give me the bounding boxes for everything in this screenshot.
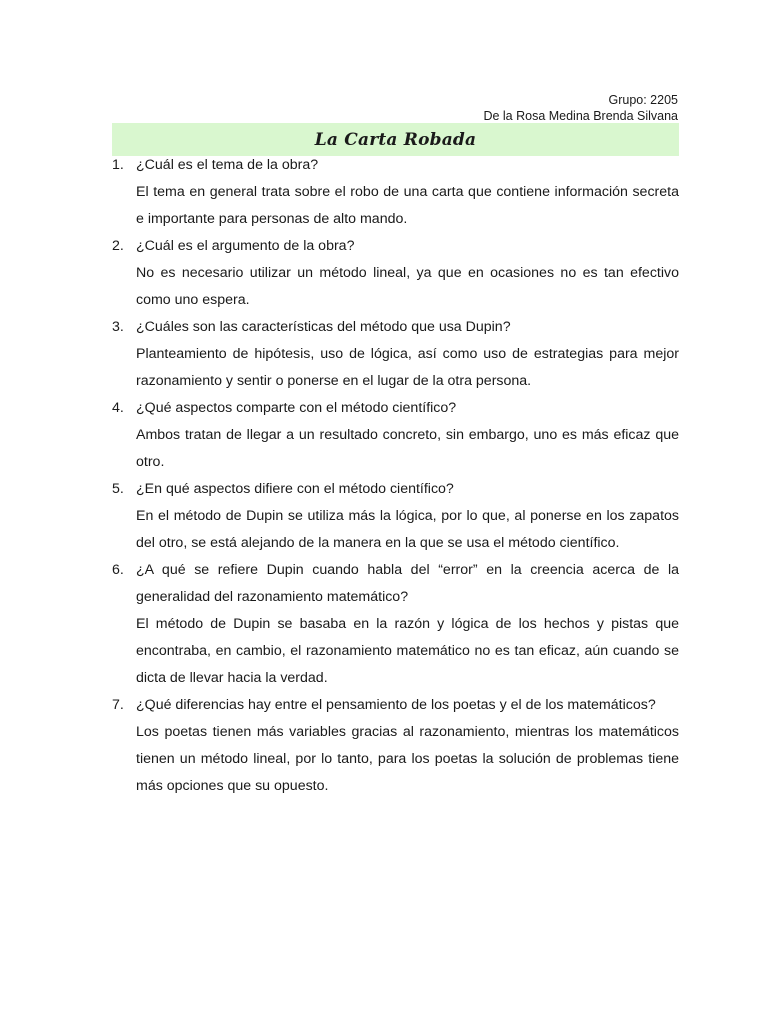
question-text: ¿Cuál es el argumento de la obra? bbox=[136, 238, 355, 254]
question-number: 5. bbox=[112, 481, 124, 497]
question-number: 4. bbox=[112, 400, 124, 416]
header-block bbox=[483, 92, 678, 124]
answer-text: Los poetas tienen más variables gracias al razonamiento, mientras los matemáticos tienen un método lineal, por lo tanto, para los poetas la solución de problemas tiene más opciones que su opuesto. bbox=[136, 724, 679, 794]
group-label: Grupo: 2205 bbox=[608, 93, 678, 107]
question-text: ¿En qué aspectos difiere con el método científico? bbox=[136, 481, 454, 497]
answer-text: Planteamiento de hipótesis, uso de lógica, así como uso de estrategias para mejor razonamiento y sentir o ponerse en el lugar de la otra persona. bbox=[136, 346, 679, 389]
question-item bbox=[112, 395, 679, 476]
answer-text: El tema en general trata sobre el robo de una carta que contiene información secreta e importante para personas de alto mando. bbox=[136, 184, 679, 227]
answer-text: El método de Dupin se basaba en la razón y lógica de los hechos y pistas que encontraba, en cambio, el razonamiento matemático no es tan eficaz, aún cuando se dicta de llevar hacia la verdad. bbox=[136, 616, 679, 686]
author-name: De la Rosa Medina Brenda Silvana bbox=[483, 109, 678, 123]
question-item bbox=[112, 314, 679, 395]
question-list bbox=[112, 152, 679, 800]
question-text: ¿Qué diferencias hay entre el pensamiento de los poetas y el de los matemáticos? bbox=[136, 697, 656, 713]
question-item bbox=[112, 557, 679, 692]
answer-text: Ambos tratan de llegar a un resultado concreto, sin embargo, uno es más eficaz que otro. bbox=[136, 427, 679, 470]
question-text: ¿Cuál es el tema de la obra? bbox=[136, 157, 319, 173]
answer-text: En el método de Dupin se utiliza más la lógica, por lo que, al ponerse en los zapatos del otro, se está alejando de la manera en la que se usa el método científico. bbox=[136, 508, 679, 551]
question-text: ¿A qué se refiere Dupin cuando habla del “error” en la creencia acerca de la generalidad del razonamiento matemático? bbox=[136, 562, 679, 605]
question-number: 2. bbox=[112, 238, 124, 254]
question-item bbox=[112, 476, 679, 557]
question-item bbox=[112, 233, 679, 314]
answer-text: No es necesario utilizar un método lineal, ya que en ocasiones no es tan efectivo como uno espera. bbox=[136, 265, 679, 308]
question-item bbox=[112, 152, 679, 233]
document-title: La Carta Robada bbox=[314, 129, 477, 150]
question-number: 6. bbox=[112, 562, 124, 578]
question-text: ¿Cuáles son las características del método que usa Dupin? bbox=[136, 319, 511, 335]
question-number: 3. bbox=[112, 319, 124, 335]
question-number: 1. bbox=[112, 157, 124, 173]
question-text: ¿Qué aspectos comparte con el método científico? bbox=[136, 400, 457, 416]
question-item bbox=[112, 692, 679, 800]
question-number: 7. bbox=[112, 697, 124, 713]
